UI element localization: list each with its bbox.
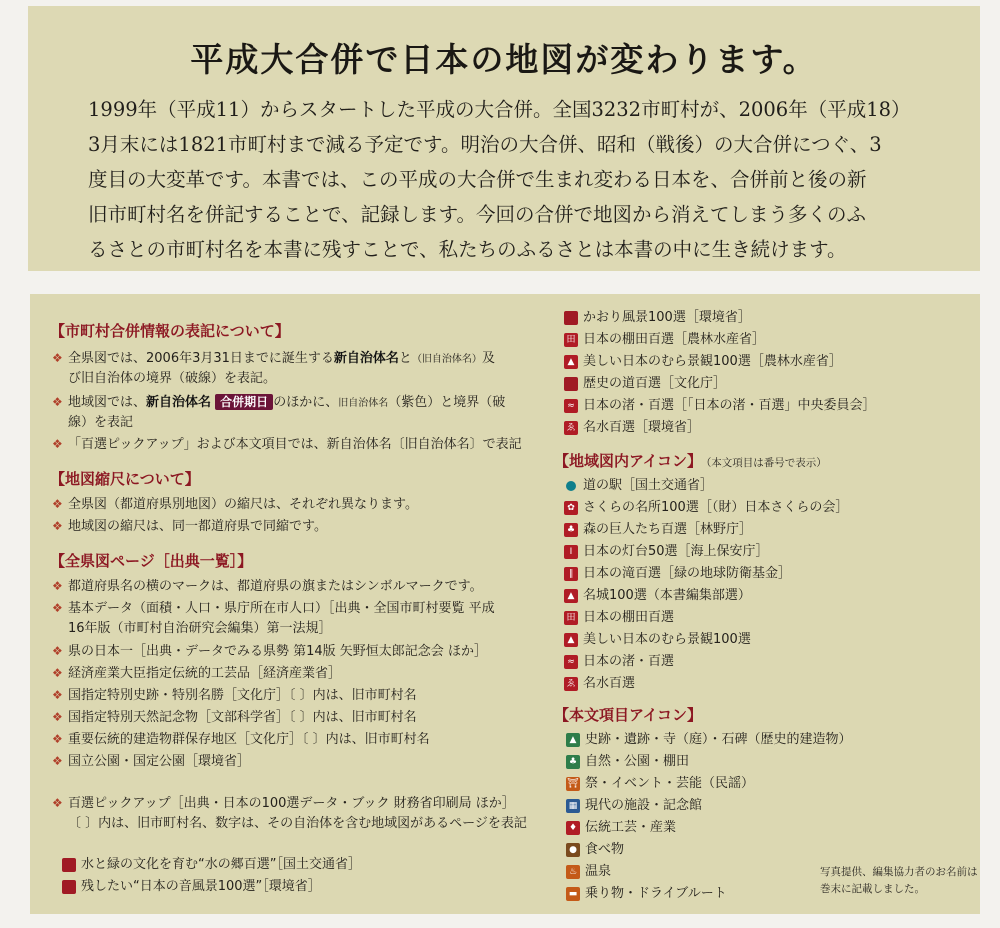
legend-icon-row: ▲ 名城100選（本書編集部選） — [564, 586, 751, 606]
historic-site-icon: ▲ — [566, 733, 580, 747]
bullet-item: ❖ 地域図の縮尺は、同一都道府県で同縮です。 — [52, 516, 327, 538]
section-title-sources: 【全県図ページ［出典一覧］】 — [50, 552, 253, 570]
rice-terrace-icon: 田 — [564, 611, 578, 625]
legend-panel — [30, 294, 980, 914]
giant-tree-icon: ♣ — [564, 523, 578, 537]
legend-icon-row: 残したい“日本の音風景100選”［環境省］ — [62, 877, 321, 897]
legend-icon-row: ゑ 名水百選 — [564, 674, 635, 694]
bullet-mark: ❖ — [52, 437, 63, 451]
bullet-item: ❖ 全県図（都道府県別地図）の縮尺は、それぞれ異なります。 — [52, 494, 418, 516]
historic-road-icon — [564, 377, 578, 391]
legend-icon-row: かおり風景100選［環境省］ — [564, 308, 751, 328]
bullet-mark: ❖ — [52, 351, 63, 365]
legend-icon-row: ♣ 自然・公園・棚田 — [566, 752, 689, 772]
legend-icon-row: Ⅰ 日本の灯台50選［海上保安庁］ — [564, 542, 769, 562]
intro-paragraph — [88, 92, 938, 267]
bullet-item-cont: び旧自治体の境界（破線）を表記。 — [68, 371, 277, 386]
hyakusen-pickup-item: ❖ 百選ピックアップ［出典・日本の100選データ・ブック 財務省印刷局 ほか］ — [52, 796, 515, 811]
legend-icon-row: ● 食べ物 — [566, 840, 624, 860]
spring-water-icon: ゑ — [564, 421, 578, 435]
lighthouse-icon: Ⅰ — [564, 545, 578, 559]
intro-line: 3月末には1821市町村まで減る予定です。明治の大合併、昭和（戦後）の大合併につぐ、3 — [88, 133, 882, 156]
legend-icon-row: ゑ 名水百選［環境省］ — [564, 418, 700, 438]
nature-park-icon: ♣ — [566, 755, 580, 769]
legend-icon-row: ♨ 温泉 — [566, 862, 611, 882]
page-title: 平成大合併で日本の地図が変わります。 — [190, 40, 818, 79]
legend-icon-row: ▲ 美しい日本のむら景観100選［農林水産省］ — [564, 352, 842, 372]
bullet-mark: ❖ — [52, 519, 63, 533]
bullet-item: ❖ 「百選ピックアップ」および本文項目では、新自治体名〔旧自治体名〕で表記 — [52, 434, 522, 456]
cherry-blossom-icon: ✿ — [564, 501, 578, 515]
fragrance-icon — [564, 311, 578, 325]
mizu-no-sato-icon — [62, 858, 76, 872]
festival-icon: ⛩ — [567, 779, 579, 789]
legend-icon-row: ♦ 伝統工芸・産業 — [566, 818, 676, 838]
legend-icon-row: 田 日本の棚田百選 — [564, 608, 674, 628]
merger-date-tag: 合併期日 — [215, 394, 273, 410]
intro-line: 1999年（平成11）からスタートした平成の大合併。全国3232市町村が、2006年（平成18） — [88, 98, 911, 121]
modern-facility-icon: ▦ — [566, 799, 580, 813]
section-title-merger-notation: 【市町村合併情報の表記について】 — [50, 322, 290, 340]
legend-icon-row: ▦ 現代の施設・記念館 — [566, 796, 702, 816]
legend-icon-row: 水と緑の文化を育む“水の郷百選”［国土交通省］ — [62, 855, 361, 875]
castle-icon: ▲ — [564, 589, 578, 603]
village-landscape-icon: ▲ — [564, 355, 578, 369]
legend-icon-row: ▬ 乗り物・ドライブルート — [566, 884, 727, 904]
source-item: ❖ 基本データ（面積・人口・県庁所在市人口）［出典・全国市町村要覧 平成 — [52, 601, 495, 616]
legend-icon-row: ▲ 美しい日本のむら景観100選 — [564, 630, 751, 650]
beach-icon: ≈ — [564, 399, 578, 413]
legend-icon-row: ≈ 日本の渚・百選 — [564, 652, 674, 672]
hot-spring-icon: ♨ — [566, 865, 580, 879]
section-title-text-icons: 【本文項目アイコン】 — [554, 706, 703, 724]
source-item-cont: 16年版（市町村自治研究会編集）第一法規］ — [68, 621, 332, 636]
intro-line: るさとの市町村名を本書に残すことで、私たちのふるさとは本書の中に生き続けます。 — [88, 238, 847, 261]
bullet-mark: ❖ — [52, 395, 63, 409]
legend-icon-row: 田 日本の棚田百選［農林水産省］ — [564, 330, 765, 350]
bullet-mark: ❖ — [52, 497, 63, 511]
village-landscape-icon: ▲ — [564, 633, 578, 647]
legend-icon-row: ≈ 日本の渚・百選［「日本の渚・百選」中央委員会］ — [564, 396, 876, 416]
section-title-map-icons: 【地域図内アイコン】 （本文項目は番号で表示） — [554, 452, 827, 470]
source-item: ❖ 重要伝統的建造物群保存地区［文化庁］〔 〕内は、旧市町村名 — [52, 732, 430, 747]
intro-panel — [28, 6, 980, 271]
rice-terrace-icon: 田 — [564, 333, 578, 347]
bullet-item: ❖ 地域図では、新自治体名 合併期日 のほかに、旧自治体名（紫色）と境界（破 — [52, 392, 505, 415]
credit-line: 巻末に記載しました。 — [820, 883, 925, 895]
hyakusen-pickup-note: 〔 〕内は、旧市町村名、数字は、その自治体を含む地域図があるページを表記 — [68, 816, 527, 831]
source-item: ❖ 国指定特別天然記念物［文部科学省］〔 〕内は、旧市町村名 — [52, 710, 417, 725]
legend-icon-row: ♣ 森の巨人たち百選［林野庁］ — [564, 520, 752, 540]
legend-icon-row: ▲ 史跡・遺跡・寺（庭）・石碑（歴史的建造物） — [566, 730, 852, 750]
craft-industry-icon: ♦ — [566, 821, 580, 835]
section-title-map-scale: 【地図縮尺について】 — [50, 470, 200, 488]
source-item: ❖ 都道府県名の横のマークは、都道府県の旗またはシンボルマークです。 — [52, 579, 483, 594]
waterfall-icon: ∥ — [564, 567, 578, 581]
legend-icon-row: ∥ 日本の滝百選［緑の地球防衛基金］ — [564, 564, 791, 584]
legend-icon-row: 歴史の道百選［文化庁］ — [564, 374, 726, 394]
source-item: ❖ 経済産業大臣指定伝統的工芸品［経済産業省］ — [52, 666, 342, 681]
credit-line: 写真提供、編集協力者のお名前は — [820, 866, 978, 878]
legend-icon-row: ✿ さくらの名所100選［（財）日本さくらの会］ — [564, 498, 848, 518]
food-icon: ● — [566, 843, 580, 857]
spring-water-icon: ゑ — [564, 677, 578, 691]
intro-line: 旧市町村名を併記することで、記録します。今回の合併で地図から消えてしまう多くのふ — [88, 203, 867, 226]
bullet-item: ❖ 全県図では、2006年3月31日までに誕生する新自治体名と（旧自治体名）及 — [52, 348, 495, 371]
beach-icon: ≈ — [564, 655, 578, 669]
sound-landscape-icon — [62, 880, 76, 894]
source-item: ❖ 県の日本一［出典・データでみる県勢 第14版 矢野恒太郎記念会 ほか］ — [52, 644, 487, 659]
vehicle-icon: ▬ — [566, 887, 580, 901]
legend-icon-row: ⛩ 祭・イベント・芸能（民謡） — [567, 776, 755, 791]
roadside-station-icon — [564, 479, 578, 493]
bullet-item-cont: 線）を表記 — [68, 415, 134, 430]
source-item: ❖ 国指定特別史跡・特別名勝［文化庁］〔 〕内は、旧市町村名 — [52, 688, 417, 703]
source-item: ❖ 国立公園・国定公園［環境省］ — [52, 754, 251, 769]
legend-icon-row: 道の駅［国土交通省］ — [564, 476, 713, 496]
intro-line: 度目の大変革です。本書では、この平成の大合併で生まれ変わる日本を、合併前と後の新 — [88, 168, 867, 191]
photo-credit-note — [820, 864, 978, 898]
